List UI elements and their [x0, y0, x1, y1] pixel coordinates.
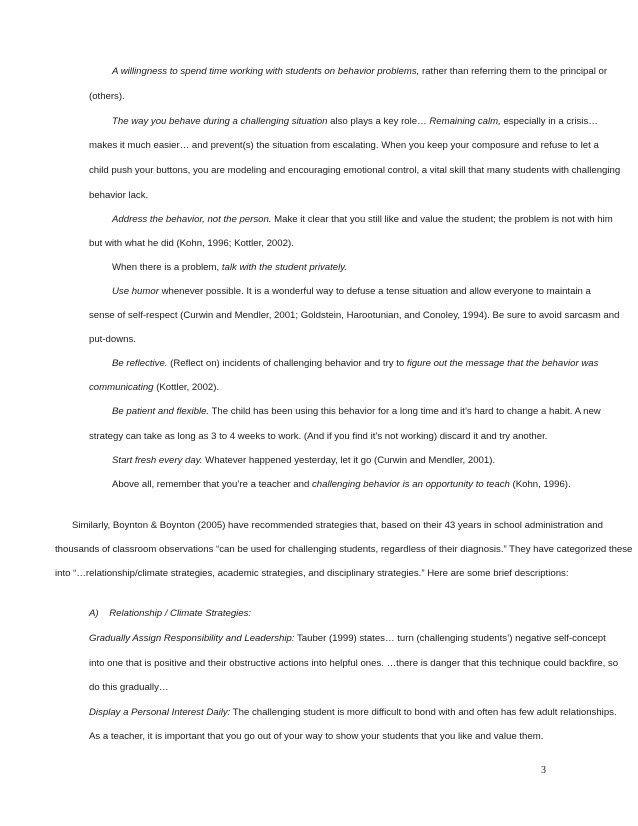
italic-run: Address the behavior, not the person. [112, 214, 272, 225]
section-heading [89, 608, 251, 620]
italic-run: Display a Personal Interest Daily: [89, 707, 231, 718]
text-run: child push your buttons, you are modeling and encouraging emotional control, a vital skill that many students with challenging [89, 165, 621, 176]
text-line [89, 238, 565, 250]
text-line [89, 431, 565, 443]
text-run: When there is a problem, [112, 262, 222, 273]
italic-run: Be reflective. [112, 358, 168, 369]
text-run: Above all, remember that you’re a teacher and [112, 479, 312, 490]
text-run: Make it clear that you still like and value the student; the problem is not with him [271, 214, 613, 225]
text-run: whenever possible. It is a wonderful way to defuse a tense situation and allow everyone to maintain a [158, 286, 591, 297]
text-run: As a teacher, it is important that you go out of your way to show your students that you like and value them. [89, 731, 544, 742]
text-line [89, 165, 621, 177]
text-run: Similarly, Boynton & Boynton (2005) have recommended strategies that, based on their 43 years in school administration and [72, 520, 603, 531]
text-run: strategy can take as long as 3 to 4 weeks to work. (And if you find it’s not working) discard it and try another. [89, 431, 548, 442]
italic-run: Be patient and flexible. [112, 406, 210, 417]
text-line [55, 568, 569, 580]
italic-run: challenging behavior is an opportunity to teach [311, 479, 510, 490]
text-line [112, 214, 613, 226]
text-run: (others). [89, 91, 125, 102]
text-line [72, 520, 603, 532]
text-line [112, 286, 591, 298]
text-run: but with what he did (Kohn, 1996; Kottler, 2002). [89, 238, 294, 249]
text-line [112, 455, 495, 467]
text-line [89, 731, 565, 743]
text-run: especially in a crisis… [500, 116, 598, 127]
text-run: sense of self-respect (Curwin and Mendler, 2001; Goldstein, Harootunian, and Conoley, 1994). Be sure to avoid sarcasm and [89, 310, 620, 321]
text-run: into “…relationship/climate strategies, academic strategies, and disciplinary strategies.” Here are some brief descriptions: [55, 568, 569, 579]
text-run: rather than referring them to the principal or [419, 66, 608, 77]
text-line [112, 66, 607, 78]
italic-run: The way you behave during a challenging situation [112, 116, 328, 127]
italic-run: Start fresh every day. [112, 455, 203, 466]
italic-run: Gradually Assign Responsibility and Leadership: [89, 633, 295, 644]
italic-run: figure out the message that the behavior was [406, 358, 599, 369]
text-line [55, 544, 633, 556]
text-run: Tauber (1999) states… turn (challenging students’) negative self-concept [294, 633, 606, 644]
text-line [89, 334, 565, 346]
italic-run: talk with the student privately. [221, 262, 347, 273]
text-run: do this gradually… [89, 682, 169, 693]
text-line [89, 707, 617, 719]
italic-run: Remaining calm, [429, 116, 501, 127]
text-line [89, 310, 620, 322]
text-line [89, 682, 565, 694]
text-line [89, 382, 565, 394]
text-line [112, 358, 598, 370]
text-line [89, 190, 565, 202]
text-line [89, 633, 606, 645]
text-line [112, 406, 601, 418]
italic-run: A) Relationship / Climate Strategies: [89, 608, 252, 619]
italic-run: A willingness to spend time working with students on behavior problems, [112, 66, 420, 77]
text-line [112, 262, 347, 274]
text-run: behavior lack. [89, 190, 149, 201]
text-run: thousands of classroom observations “can be used for challenging students, regardless of their diagnosis.” They have categorized these [55, 544, 633, 555]
text-run: (Kottler, 2002). [153, 382, 220, 393]
italic-run: communicating [89, 382, 154, 393]
text-run: put-downs. [89, 334, 136, 345]
text-line [89, 91, 565, 103]
text-run: (Reflect on) incidents of challenging behavior and try to [167, 358, 407, 369]
text-run: into one that is positive and their obstructive actions into helpful ones. …there is danger that this technique could backfire, so [89, 658, 619, 669]
text-line [112, 479, 571, 491]
text-run: also plays a key role… [327, 116, 430, 127]
text-line [89, 658, 619, 670]
text-run: Whatever happened yesterday, let it go (Curwin and Mendler, 2001). [202, 455, 496, 466]
text-run: The challenging student is more difficult to bond with and often has few adult relationships. [230, 707, 617, 718]
page-number: 3 [541, 765, 546, 776]
text-run: makes it much easier… and prevent(s) the situation from escalating. When you keep your composure and refuse to let a [89, 140, 599, 151]
text-run: (Kohn, 1996). [509, 479, 571, 490]
text-line [89, 140, 599, 152]
text-run: The child has been using this behavior for a long time and it’s hard to change a habit. A new [209, 406, 601, 417]
text-line [112, 116, 598, 128]
italic-run: Use humor [112, 286, 159, 297]
